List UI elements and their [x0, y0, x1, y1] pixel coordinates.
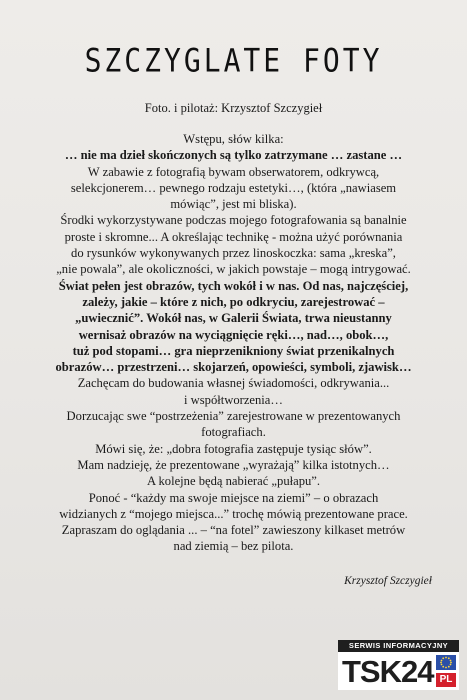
- text-line: mówiąc”, jest mi bliska).: [170, 197, 297, 212]
- logo-brand: TSK24: [342, 654, 434, 689]
- text-line: „uwiecznić”. Wokół nas, w Galerii Świata, trwa nieustanny: [75, 311, 392, 326]
- text-line: do rysunków wykonywanych przez linoskoczka: sama „kreska”,: [71, 246, 396, 261]
- text-line: Świat pełen jest obrazów, tych wokół i w nas. Od nas, najczęściej,: [58, 278, 409, 293]
- logo-main: [338, 652, 459, 690]
- text-line: Dorzucając swe “postrzeżenia” zarejestrowane w prezentowanych: [66, 409, 401, 424]
- text-line: Zapraszam do oglądania ... – “na fotel” zawieszony kilkaset metrów: [61, 523, 406, 538]
- text-line: nad ziemią – bez pilota.: [173, 539, 294, 554]
- text-line: Wstępu, słów kilka:: [183, 132, 284, 146]
- text-line: Środki wykorzystywane podczas mojego fotografowania są banalnie: [60, 213, 407, 228]
- poster-title: SZCZYGLATE FOTY: [84, 41, 383, 80]
- text-line: i współtworzenia…: [184, 392, 283, 407]
- text-line: Mam nadzieję, że prezentowane „wyrażają” kilka istotnych…: [77, 457, 390, 472]
- text-line: tuż pod stopami… gra nieprzenikniony świat przenikalnych: [72, 343, 395, 358]
- logo-pl-badge: PL: [436, 673, 456, 687]
- photo-credit: Foto. i pilotaż: Krzysztof Szczygieł: [144, 101, 323, 115]
- text-line: Ponoć - “każdy ma swoje miejsce na ziemi” – o obrazach: [88, 490, 379, 505]
- logo-strip: SERWIS INFORMACYJNY: [338, 640, 459, 652]
- text-line: A kolejne będą nabierać „pułapu”.: [146, 474, 321, 489]
- signature: Krzysztof Szczygieł: [344, 575, 432, 587]
- text-line: widzianych z “mojego miejsca...” trochę mówią prezentowane prace.: [59, 506, 408, 521]
- text-line: fotografiach.: [201, 425, 266, 440]
- tsk24-logo[interactable]: [338, 640, 459, 690]
- text-line: W zabawie z fotografią bywam obserwatorem, odkrywcą,: [87, 164, 380, 179]
- text-line: „nie powala”, ale okoliczności, w jakich powstaje – mogą intrygować.: [56, 262, 411, 277]
- text-line: … nie ma dzieł skończonych są tylko zatrzymane … zastane …: [64, 148, 403, 163]
- text-line: zależy, jakie – które z nich, po odkryciu, zarejestrować –: [82, 294, 385, 309]
- poster-text: [22, 131, 445, 555]
- text-line: proste i skromne... A określając technikę - można użyć porównania: [64, 229, 403, 244]
- text-line: selekcjonerem… pewnego rodzaju estetyki…, (która „nawiasem: [70, 180, 397, 195]
- eu-flag-icon: [436, 655, 456, 670]
- text-line: Zachęcam do budowania własnej świadomości, odkrywania...: [77, 376, 390, 391]
- text-line: wernisaż obrazów na wyciągnięcie ręki…, nad…, obok…,: [78, 327, 389, 342]
- text-line: Mówi się, że: „dobra fotografia zastępuje tysiąc słów”.: [95, 441, 372, 456]
- text-line: obrazów… przestrzeni… skojarzeń, opowieści, symboli, zjawisk…: [55, 360, 412, 375]
